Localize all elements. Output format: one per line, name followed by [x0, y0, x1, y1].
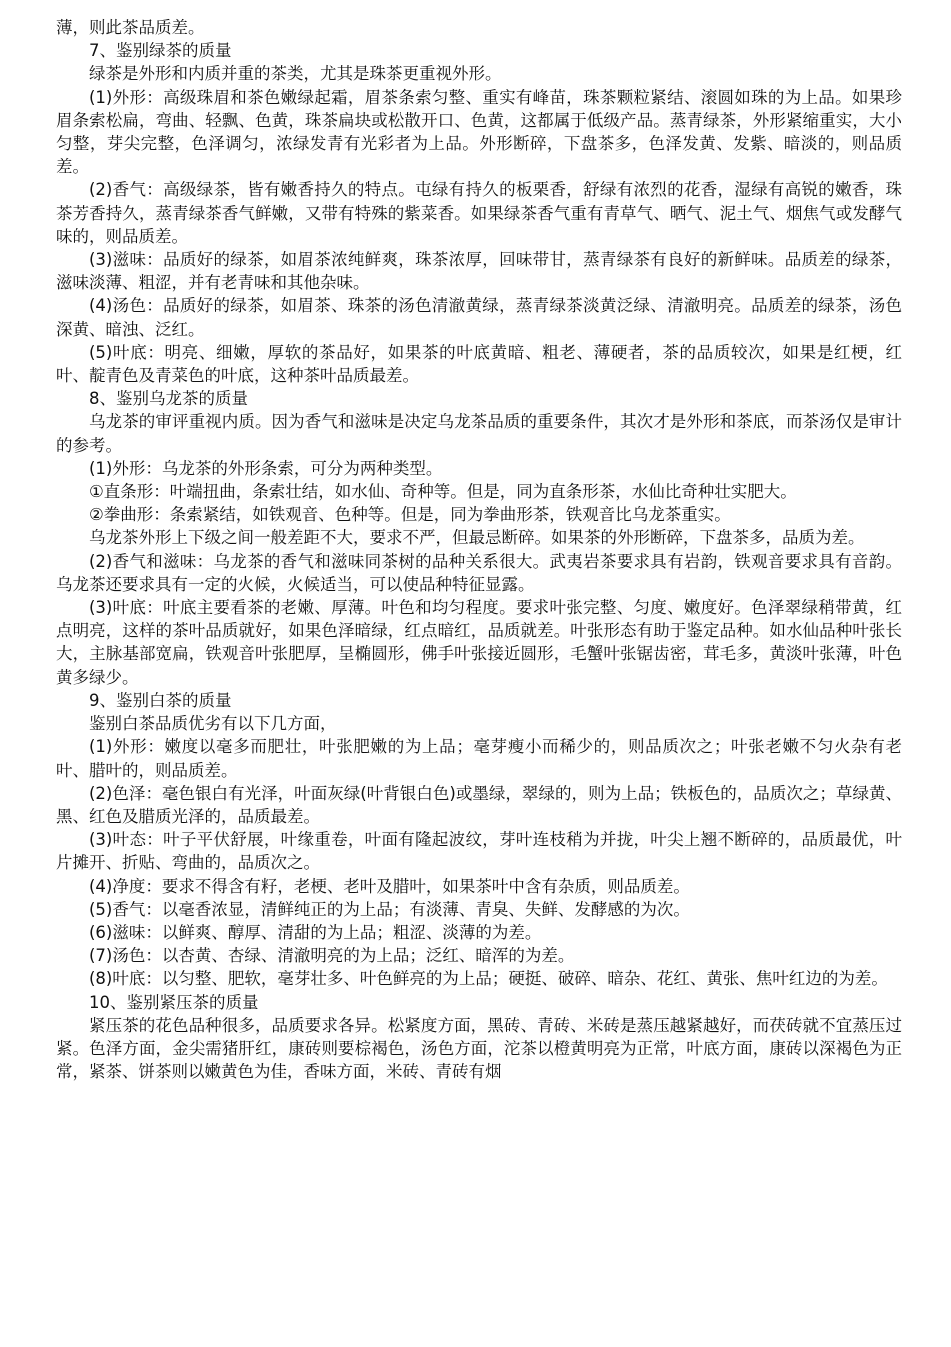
document-page: [56, 16, 902, 1083]
paragraph: 绿茶是外形和内质并重的茶类，尤其是珠茶更重视外形。: [89, 64, 502, 84]
paragraph: (6)滋味：以鲜爽、醇厚、清甜的为上品；粗涩、淡薄的为差。: [89, 922, 542, 942]
paragraph: (3)滋味：品质好的绿茶，如眉茶浓纯鲜爽，珠茶浓厚，回味带甘，蒸青绿茶有良好的新鲜味。品质差的绿茶，滋味淡薄、粗涩，并有老青味和其他杂味。: [56, 250, 902, 293]
paragraph: 薄，则此茶品质差。: [56, 18, 205, 37]
paragraph: (7)汤色：以杏黄、杏绿、清澈明亮的为上品；泛红、暗浑的为差。: [89, 946, 575, 966]
paragraph: (4)汤色：品质好的绿茶，如眉茶、珠茶的汤色清澈黄绿，蒸青绿茶淡黄泛绿、清澈明亮。品质差的绿茶，汤色深黄、暗浊、泛红。: [56, 296, 902, 339]
paragraph: (3)叶底：叶底主要看茶的老嫩、厚薄。叶色和均匀程度。要求叶张完整、匀度、嫩度好。色泽翠绿稍带黄，红点明亮，这样的茶叶品质就好，如果色泽暗绿，红点暗红，品质就差。叶张形态有助于鉴定品种。如水仙品种叶张长大，主脉基部宽扁，铁观音叶张肥厚，呈椭圆形，佛手叶张接近圆形，毛蟹叶张锯齿密，茸毛多，黄淡叶张薄，叶色黄多绿少。: [56, 598, 902, 687]
paragraph: 乌龙茶外形上下级之间一般差距不大，要求不严，但最忌断碎。如果茶的外形断碎，下盘茶多，品质为差。: [89, 528, 865, 548]
paragraph: (5)叶底：明亮、细嫩，厚软的茶品好，如果茶的叶底黄暗、粗老、薄硬者，茶的品质较次，如果是红梗，红叶、靛青色及青菜色的叶底，这种茶叶品质最差。: [56, 342, 902, 386]
paragraph: (2)香气：高级绿茶，皆有嫩香持久的特点。屯绿有持久的板栗香，舒绿有浓烈的花香，湿绿有高锐的嫩香，珠茶芳香持久，蒸青绿茶香气鲜嫩，又带有特殊的紫菜香。如果绿茶香气重有青草气、晒气、泥土气、烟焦气或发酵气味的，则品质差。: [56, 180, 902, 246]
section-heading: 8、鉴别乌龙茶的质量: [89, 389, 248, 409]
paragraph: (2)色泽：毫色银白有光泽，叶面灰绿(叶背银白色)或墨绿，翠绿的，则为上品；铁板色的，品质次之；草绿黄、黑、红色及腊质光泽的，品质最差。: [56, 783, 902, 826]
paragraph: (2)香气和滋味：乌龙茶的香气和滋味同茶树的品种关系很大。武夷岩茶要求具有岩韵，铁观音要求具有音韵。乌龙茶还要求具有一定的火候，火候适当，可以使品种特征显露。: [56, 551, 902, 594]
paragraph: 乌龙茶的审评重视内质。因为香气和滋味是决定乌龙茶品质的重要条件，其次才是外形和茶底，而茶汤仅是审计的参考。: [56, 412, 902, 455]
paragraph: ②拳曲形：条索紧结，如铁观音、色种等。但是，同为拳曲形茶，铁观音比乌龙茶重实。: [89, 505, 731, 525]
paragraph: (3)叶态：叶子平伏舒展，叶缘重卷，叶面有隆起波纹，芽叶连枝稍为并拢，叶尖上翘不断碎的，品质最优，叶片摊开、折贴、弯曲的，品质次之。: [56, 830, 902, 873]
section-heading: 9、鉴别白茶的质量: [89, 690, 232, 710]
paragraph: 10、鉴别紧压茶的质量: [89, 992, 259, 1012]
section-heading: 7、鉴别绿茶的质量: [89, 41, 232, 61]
paragraph: (1)外形：乌龙茶的外形条索，可分为两种类型。: [89, 458, 443, 478]
paragraph: (1)外形：高级珠眉和茶色嫩绿起霜，眉茶条索匀整、重实有峰苗，珠茶颗粒紧结、滚圆如珠的为上品。如果珍眉条索松扁，弯曲、轻飘、色黄，珠茶扁块或松散开口、色黄，这都属于低级产品。蒸青绿茶，外形紧缩重实，大小匀整，芽尖完整，色泽调匀，浓绿发青有光彩者为上品。外形断碎，下盘茶多，色泽发黄、发紫、暗淡的，则品质差。: [56, 87, 902, 177]
paragraph: (5)香气：以毫香浓显，清鲜纯正的为上品；有淡薄、青臭、失鲜、发酵感的为次。: [89, 899, 690, 919]
paragraph: (4)净度：要求不得含有籽，老梗、老叶及腊叶，如果茶叶中含有杂质，则品质差。: [89, 876, 690, 896]
section-heading: 紧压茶的花色品种很多，品质要求各异。松紧度方面，黑砖、青砖、米砖是蒸压越紧越好，而茯砖就不宜蒸压过紧。色泽方面，金尖需猪肝红，康砖则要棕褐色，汤色方面，沱茶以橙黄明亮为正常，叶底方面，康砖以深褐色为正常，紧茶、饼茶则以嫩黄色为佳，香味方面，米砖、青砖有烟: [56, 1015, 902, 1082]
paragraph: (8)叶底：以匀整、肥软，毫芽壮多、叶色鲜亮的为上品；硬挺、破碎、暗杂、花红、黄张、焦叶红边的为差。: [89, 969, 888, 989]
paragraph: (1)外形：嫩度以毫多而肥壮，叶张肥嫩的为上品；毫芽瘦小而稀少的，则品质次之；叶张老嫩不匀火杂有老叶、腊叶的，则品质差。: [56, 737, 902, 780]
paragraph: 鉴别白茶品质优劣有以下几方面，: [89, 714, 337, 734]
paragraph: ①直条形：叶端扭曲，条索壮结，如水仙、奇种等。但是，同为直条形茶，水仙比奇种壮实肥大。: [89, 482, 797, 502]
